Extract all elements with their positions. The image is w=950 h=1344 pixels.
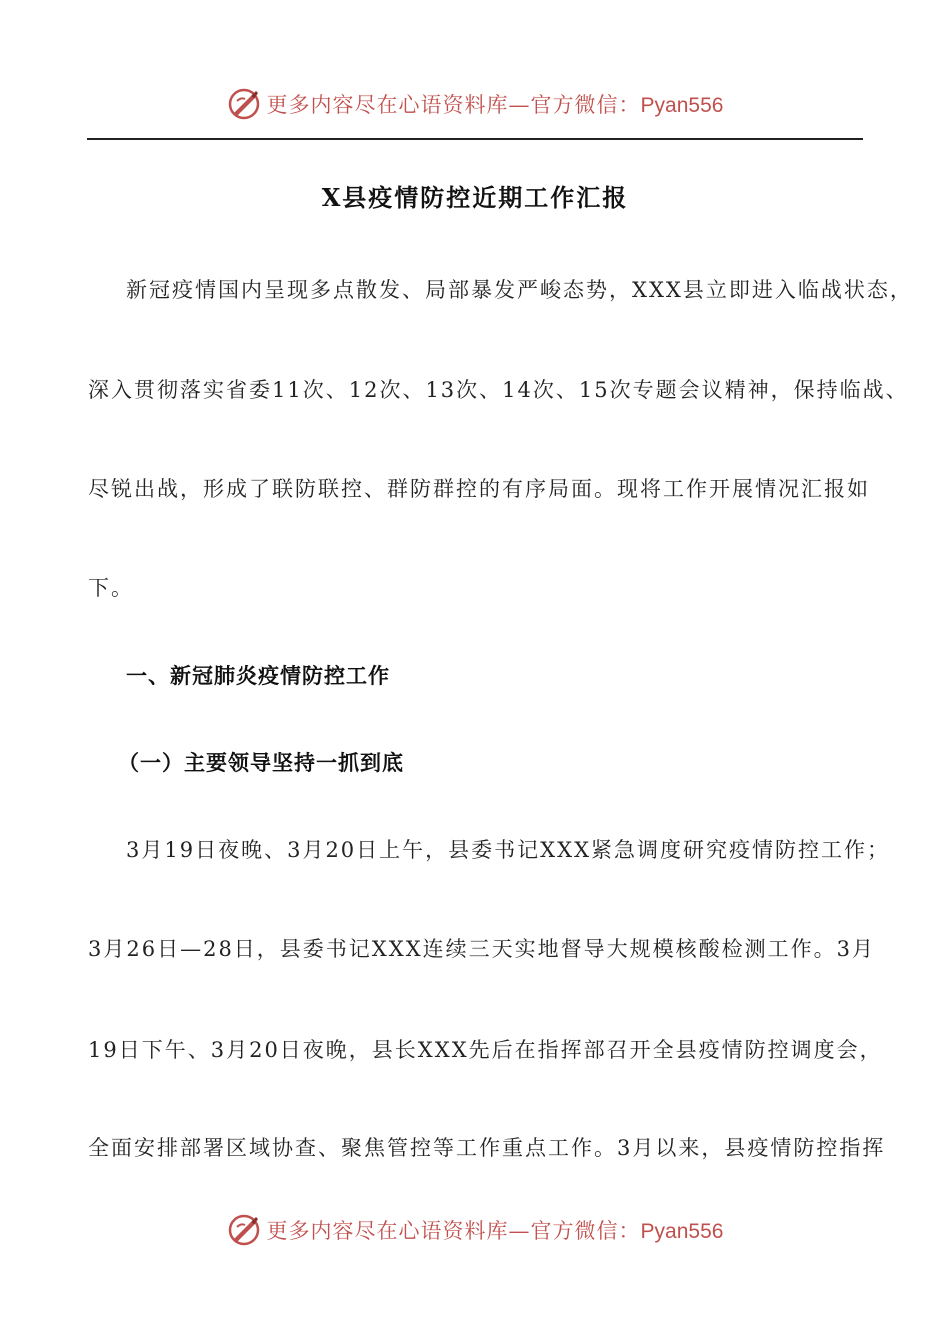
intro-line: 新冠疫情国内呈现多点散发、局部暴发严峻态势，XXX县立即进入临战状态， — [126, 278, 913, 302]
footer-watermark — [0, 1208, 950, 1252]
body-line: 3月19日夜晚、3月20日上午，县委书记XXX紧急调度研究疫情防控工作； — [126, 838, 891, 862]
watermark-wechat-id: Pyan556 — [640, 94, 724, 117]
pen-logo-icon — [227, 87, 261, 121]
watermark-text — [267, 89, 724, 119]
header-watermark — [0, 82, 950, 126]
header-divider — [87, 138, 863, 140]
intro-line: 深入贯彻落实省委11次、12次、13次、14次、15次专题会议精神，保持临战、 — [88, 378, 909, 402]
subsection-heading: （一）主要领导坚持一抓到底 — [118, 750, 404, 775]
body-line: 3月26日—28日，县委书记XXX连续三天实地督导大规模核酸检测工作。3月 — [88, 937, 876, 961]
watermark-wechat-id: Pyan556 — [640, 1220, 724, 1243]
section-heading: 一、新冠肺炎疫情防控工作 — [126, 663, 390, 688]
intro-line: 下。 — [88, 576, 134, 600]
watermark-dash: — — [508, 1219, 531, 1243]
watermark-dash: — — [508, 93, 531, 117]
intro-line: 尽锐出战，形成了联防联控、群防群控的有序局面。现将工作开展情况汇报如 — [88, 477, 870, 501]
document-title: X县疫情防控近期工作汇报 — [321, 183, 629, 212]
watermark-label: 官方微信： — [530, 93, 641, 117]
watermark-site: 更多内容尽在心语资料库 — [266, 93, 509, 117]
watermark-text — [267, 1215, 724, 1245]
watermark-site: 更多内容尽在心语资料库 — [266, 1219, 509, 1243]
body-line: 19日下午、3月20日夜晚，县长XXX先后在指挥部召开全县疫情防控调度会， — [88, 1038, 883, 1062]
pen-logo-icon — [227, 1213, 261, 1247]
watermark-label: 官方微信： — [530, 1219, 641, 1243]
body-line: 全面安排部署区域协查、聚焦管控等工作重点工作。3月以来，县疫情防控指挥 — [88, 1136, 886, 1160]
